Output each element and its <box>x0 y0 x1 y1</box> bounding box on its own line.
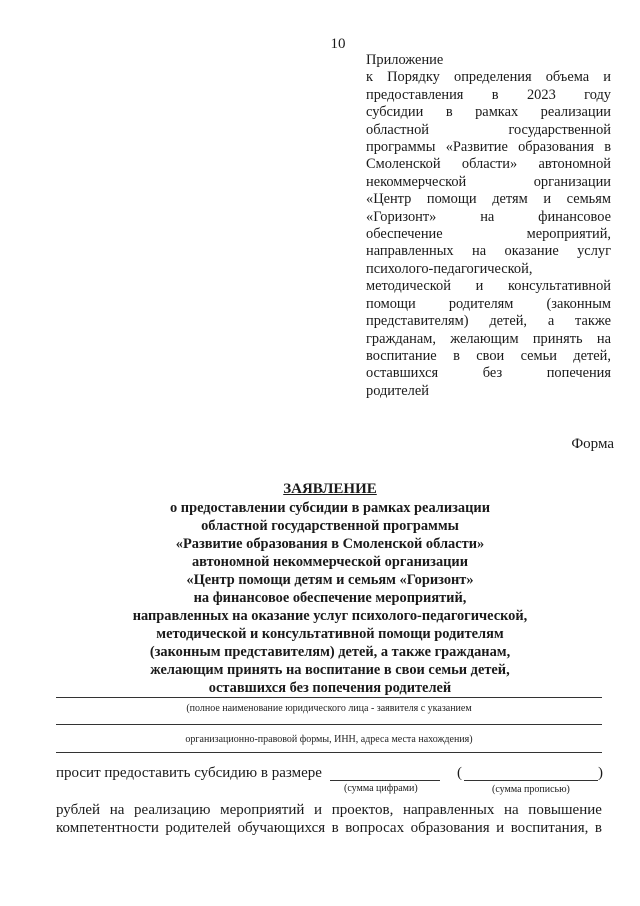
appendix-line <box>366 313 611 330</box>
appendix-line <box>366 174 611 191</box>
appendix-word: рамках <box>475 104 519 121</box>
appendix-word: «Горизонт» <box>366 208 437 225</box>
body-word: вопросах <box>345 820 405 836</box>
heading-line: на финансовое обеспечение мероприятий, <box>193 590 467 606</box>
appendix-line <box>366 139 611 156</box>
appendix-line <box>366 122 611 139</box>
page-number: 10 <box>330 36 346 52</box>
heading-line: «Развитие образования в Смоленской области» <box>175 536 485 552</box>
appendix-word: программы <box>366 139 436 156</box>
appendix-word: и <box>475 278 484 295</box>
appendix-line <box>366 209 611 226</box>
appendix-word: субсидии <box>366 104 424 121</box>
body-word: родителей <box>165 820 231 836</box>
appendix-word: услуг <box>577 243 611 260</box>
heading-line: (законным представителям) детей, а также гражданам, <box>149 644 511 660</box>
appendix-word: психолого-педагогической, <box>366 260 533 277</box>
appendix-word: некоммерческой <box>366 173 467 190</box>
body-word: обучающихся <box>237 820 326 836</box>
appendix-word: оставшихся <box>366 365 439 382</box>
appendix-word: детям <box>492 191 528 208</box>
appendix-word: консультативной <box>508 278 611 295</box>
appendix-word: детей, <box>573 347 611 364</box>
applicant-name-line-1[interactable] <box>56 697 602 698</box>
appendix-word: семьи <box>520 347 557 364</box>
appendix-word: гражданам, <box>366 330 436 347</box>
applicant-caption-1: (полное наименование юридического лица - заявителя с указанием <box>186 703 472 714</box>
body-text <box>56 801 602 837</box>
appendix-word: помощи <box>426 191 477 208</box>
appendix-line <box>366 261 611 278</box>
appendix-line <box>366 69 611 86</box>
appendix-line <box>366 52 611 69</box>
appendix-word: Смоленской <box>366 156 441 173</box>
appendix-word: на <box>596 330 611 347</box>
appendix-word: попечения <box>546 365 611 382</box>
appendix-line <box>366 331 611 348</box>
appendix-word: желающим <box>450 330 519 347</box>
heading-line: автономной некоммерческой организации <box>191 554 469 570</box>
appendix-word: родителей <box>366 382 429 399</box>
appendix-word: Приложение <box>366 52 444 68</box>
heading-line: желающим принять на воспитание в свои семьи детей, <box>150 662 510 678</box>
appendix-word: финансовое <box>538 208 611 225</box>
body-word: и <box>496 820 505 836</box>
appendix-word: и <box>543 191 552 208</box>
appendix-word: оказание <box>504 243 559 260</box>
heading-line: направленных на оказание услуг психолого-педагогической, <box>132 608 528 624</box>
amount-words-field[interactable] <box>464 780 598 781</box>
appendix-word: определения <box>454 69 532 86</box>
appendix-word: без <box>482 365 503 382</box>
appendix-word: областной <box>366 121 430 138</box>
appendix-word: свои <box>476 347 505 364</box>
appendix-word: воспитание <box>366 347 437 364</box>
appendix-line <box>366 226 611 243</box>
appendix-word: году <box>584 86 611 103</box>
appendix-line <box>366 87 611 104</box>
appendix-word: предоставления <box>366 86 464 103</box>
appendix-word: образования <box>518 139 594 156</box>
body-word: рублей <box>56 802 101 818</box>
appendix-word: автономной <box>538 156 611 173</box>
appendix-word: а <box>547 313 555 330</box>
body-word: в <box>594 820 602 836</box>
appendix-line <box>366 348 611 365</box>
applicant-name-line-2[interactable] <box>56 724 602 725</box>
body-word: компетентности <box>56 820 159 836</box>
appendix-word: семьям <box>566 191 611 208</box>
body-word: мероприятий <box>220 802 305 818</box>
appendix-line <box>366 156 611 173</box>
appendix-word: в <box>453 347 460 364</box>
body-word: направленных <box>402 802 495 818</box>
appendix-word: в <box>604 139 611 156</box>
appendix-word: государственной <box>508 121 611 138</box>
appendix-word: Порядку <box>387 69 440 86</box>
appendix-word: (законным <box>546 295 611 312</box>
appendix-word: реализации <box>540 104 611 121</box>
applicant-caption-2: организационно-правовой формы, ИНН, адреса места нахождения) <box>185 734 473 745</box>
appendix-word: мероприятий, <box>526 226 611 243</box>
body-word: образования <box>410 820 490 836</box>
appendix-line <box>366 243 611 260</box>
document-heading <box>60 480 600 697</box>
body-word: реализацию <box>134 802 211 818</box>
body-line <box>56 801 602 819</box>
appendix-line <box>366 296 611 313</box>
amount-digits-field[interactable] <box>330 780 440 781</box>
appendix-block <box>366 52 611 400</box>
heading-line: областной государственной программы <box>201 518 459 534</box>
appendix-word: родителям <box>448 295 514 312</box>
form-label: Форма <box>571 436 614 452</box>
appendix-word: и <box>603 69 611 86</box>
body-word: на <box>503 802 519 818</box>
heading-line: оставшихся без попечения родителей <box>208 680 452 696</box>
appendix-word: направленных <box>366 243 454 260</box>
appendix-line <box>366 383 611 400</box>
applicant-name-line-3[interactable] <box>56 752 602 753</box>
body-line <box>56 819 602 837</box>
paren-open: ( <box>457 765 462 781</box>
appendix-word: в <box>445 104 453 121</box>
appendix-word: детей, <box>489 313 528 330</box>
appendix-word: «Центр <box>366 191 412 208</box>
body-word: проектов, <box>331 802 394 818</box>
body-word: и <box>314 802 323 818</box>
document-title: ЗАЯВЛЕНИЕ <box>283 481 377 497</box>
words-caption: (сумма прописью) <box>492 784 570 795</box>
appendix-word: обеспечение <box>366 226 443 243</box>
body-word: повышение <box>528 802 602 818</box>
body-word: на <box>109 802 125 818</box>
appendix-word: организации <box>533 173 611 190</box>
appendix-word: на <box>472 243 487 260</box>
appendix-line <box>366 278 611 295</box>
appendix-word: 2023 <box>526 86 556 103</box>
appendix-line <box>366 104 611 121</box>
paren-close: ) <box>598 765 603 781</box>
appendix-word: области» <box>461 156 518 173</box>
appendix-word: к <box>366 69 373 86</box>
appendix-word: в <box>491 86 499 103</box>
appendix-line <box>366 365 611 382</box>
heading-line: «Центр помощи детям и семьям «Горизонт» <box>186 572 474 588</box>
appendix-word: объема <box>545 69 590 86</box>
body-word: воспитания, <box>510 820 589 836</box>
appendix-line <box>366 191 611 208</box>
appendix-word: также <box>575 313 611 330</box>
appendix-word: методической <box>366 278 451 295</box>
heading-lines <box>60 499 600 697</box>
body-word: в <box>331 820 339 836</box>
digits-caption: (сумма цифрами) <box>344 783 418 794</box>
appendix-word: на <box>480 208 495 225</box>
appendix-word: принять <box>532 330 583 347</box>
appendix-word: «Развитие <box>445 139 508 156</box>
appendix-word: представителям) <box>366 313 469 330</box>
heading-line: о предоставлении субсидии в рамках реализации <box>169 500 490 516</box>
heading-line: методической и консультативной помощи родителям <box>156 626 504 642</box>
request-text: просит предоставить субсидию в размере <box>56 765 322 781</box>
appendix-word: помощи <box>366 295 416 312</box>
